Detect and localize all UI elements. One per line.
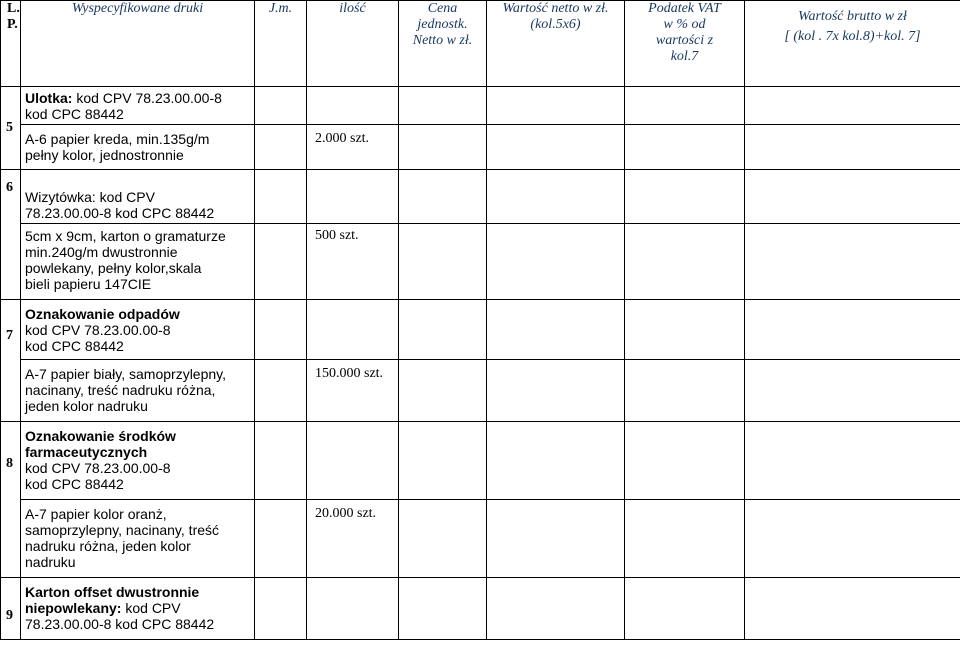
item-spec: A-6 papier kreda, min.135g/m pełny kolor, jednostronnie — [21, 125, 255, 170]
table-row — [1, 578, 960, 640]
table-row — [1, 500, 960, 578]
item-quantity: 2.000 szt. — [307, 125, 399, 170]
row-number: 6 — [1, 170, 21, 300]
header-brutto-formula: [ (kol . 7x kol.8)+kol. 7] — [784, 29, 921, 44]
header-ilosc: ilość — [307, 1, 399, 87]
item-code-cpc: kod CPC 88442 — [25, 106, 124, 122]
table-row — [1, 125, 960, 170]
header-jm: J.m. — [255, 1, 307, 87]
header-brutto — [745, 1, 960, 87]
item-title-cell — [21, 422, 255, 500]
row-number: 7 — [1, 300, 21, 422]
table-header-row — [1, 1, 960, 87]
item-title-cell — [21, 170, 255, 224]
item-spec: A-7 papier kolor oranż, samoprzylepny, nacinany, treść nadruku różna, jeden kolor nadruku — [21, 500, 255, 578]
item-quantity: 20.000 szt. — [307, 500, 399, 578]
item-label: Wizytówka: — [25, 189, 96, 205]
table-row — [1, 422, 960, 500]
item-title-cell — [21, 87, 255, 125]
header-brutto-title: Wartość brutto w zł — [798, 9, 907, 24]
header-cena: Cena jednostk. Netto w zł. — [399, 1, 487, 87]
table-row — [1, 170, 960, 224]
row-number: 5 — [1, 87, 21, 170]
header-lp: L. P. — [1, 1, 21, 87]
item-spec: A-7 papier biały, samoprzylepny, nacinany, treść nadruku różna, jeden kolor nadruku — [21, 360, 255, 422]
table-row — [1, 87, 960, 125]
item-code: kod CPV 78.23.00.00-8 kod CPC 88442 — [25, 189, 215, 221]
table-row — [1, 300, 960, 360]
item-label: Oznakowanie odpadów — [25, 306, 180, 322]
item-code: kod CPV 78.23.00.00-8 — [72, 90, 222, 106]
item-label: Ulotka: — [25, 90, 73, 106]
item-codes: kod CPV 78.23.00.00-8 kod CPC 88442 — [25, 322, 171, 354]
header-vat: Podatek VAT w % od wartości z kol.7 — [625, 1, 745, 87]
item-code: kod CPV 78.23.00.00-8 kod CPC 88442 — [25, 600, 215, 632]
item-label: Karton offset dwustronnie niepowlekany: — [25, 584, 200, 616]
row-number: 8 — [1, 422, 21, 578]
item-title-cell — [21, 300, 255, 360]
row-number: 9 — [1, 578, 21, 640]
item-title-cell — [21, 578, 255, 640]
item-quantity: 500 szt. — [307, 224, 399, 300]
table-row — [1, 224, 960, 300]
item-quantity: 150.000 szt. — [307, 360, 399, 422]
item-spec: 5cm x 9cm, karton o gramaturze min.240g/m dwustronnie powlekany, pełny kolor,skala bieli papieru 147CIE — [21, 224, 255, 300]
header-netto: Wartość netto w zł. (kol.5x6) — [487, 1, 625, 87]
header-druki: Wyspecyfikowane druki — [21, 1, 255, 87]
table-row — [1, 360, 960, 422]
item-codes: kod CPV 78.23.00.00-8 kod CPC 88442 — [25, 460, 171, 492]
item-label: Oznakowanie środków farmaceutycznych — [25, 428, 176, 460]
